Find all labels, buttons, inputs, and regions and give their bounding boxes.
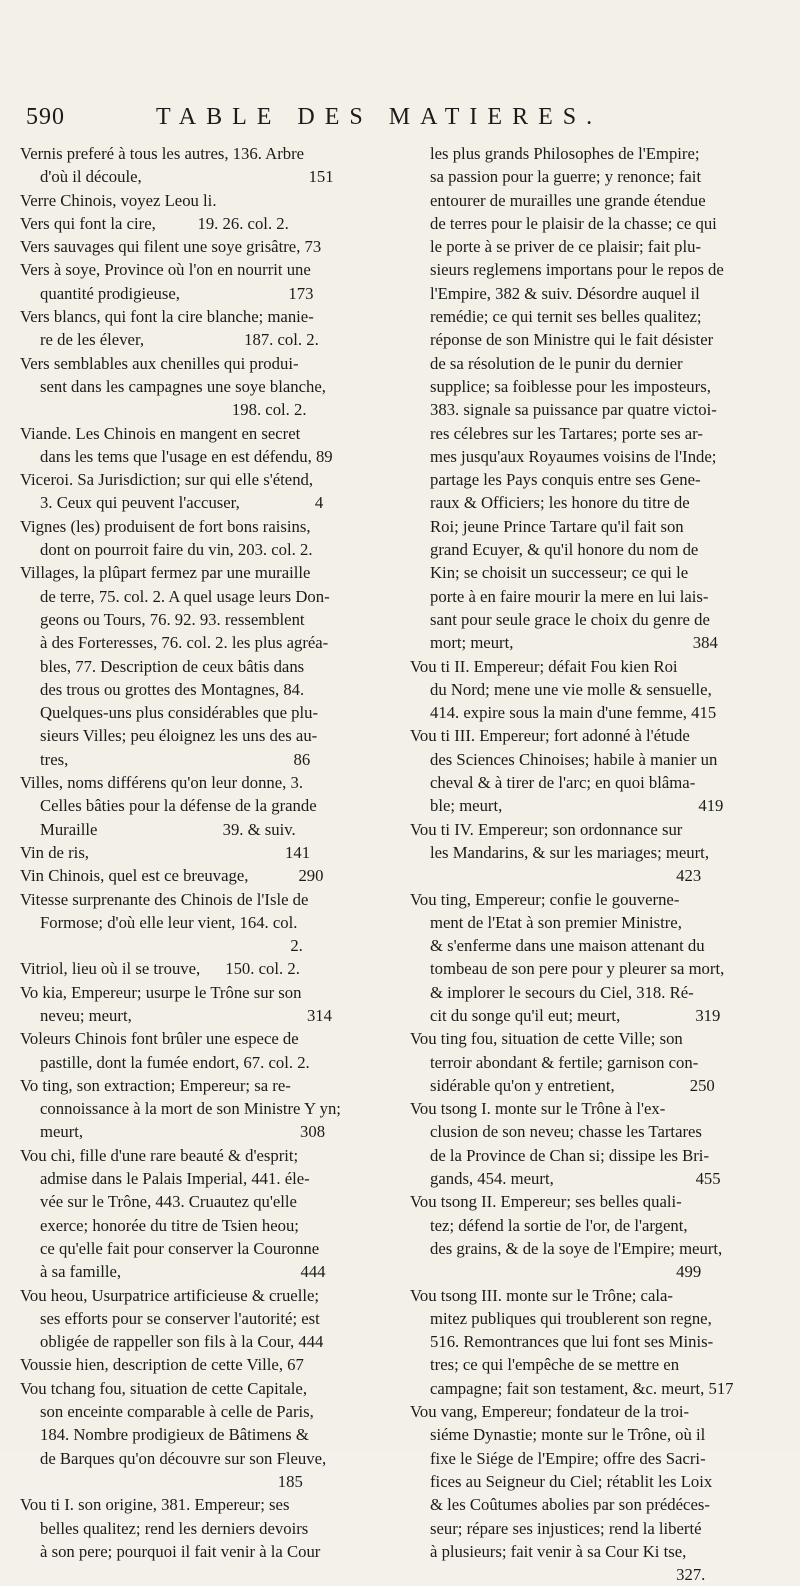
index-line: Vignes (les) produisent de fort bons raisins,: [20, 516, 311, 536]
right-column: [410, 142, 782, 1586]
index-line: mitez publiques qui troublerent son regne,: [430, 1308, 712, 1328]
index-line: de Barques qu'on découvre sur son Fleuve,: [40, 1448, 327, 1468]
index-line: seur; répare ses injustices; rend la liberté: [430, 1518, 702, 1538]
index-line: Vou ti III. Empereur; fort adonné à l'étude: [410, 726, 690, 746]
index-line: 184. Nombre prodigieux de Bâtimens &: [40, 1425, 309, 1445]
index-line: l'Empire, 382 & suiv. Désordre auquel il: [430, 283, 700, 303]
page-title: TABLE DES MATIERES.: [156, 104, 603, 130]
index-line: Vitriol, lieu où il se trouve, 150. col. 2.: [20, 959, 300, 979]
index-line: remédie; ce qui ternit ses belles qualitez;: [430, 307, 702, 327]
index-line: geons ou Tours, 76. 92. 93. ressemblent: [40, 609, 305, 629]
index-line: & les Coûtumes abolies par son prédéces-: [430, 1495, 710, 1515]
index-line: 383. signale sa puissance par quatre victoi-: [430, 400, 717, 420]
index-line: de terre, 75. col. 2. A quel usage leurs Don-: [40, 586, 330, 606]
index-line: campagne; fait son testament, &c. meurt, 517: [430, 1378, 734, 1398]
index-line: exerce; honorée du titre de Tsien heou;: [40, 1215, 299, 1235]
index-line: sidérable qu'on y entretient, 250: [430, 1075, 715, 1095]
page-number: 590: [26, 104, 65, 130]
index-line: les Mandarins, & sur les mariages; meurt,: [430, 842, 709, 862]
index-line: mes jusqu'aux Royaumes voisins de l'Inde;: [430, 446, 717, 466]
index-line: obligée de rappeller son fils à la Cour, 444: [40, 1332, 324, 1352]
index-line: Quelques-uns plus considérables que plu-: [40, 703, 319, 723]
index-line: de la Province de Chan si; dissipe les Bri-: [430, 1145, 710, 1165]
index-line: à plusieurs; fait venir à sa Cour Ki tse,: [430, 1541, 687, 1561]
index-line: sieurs reglemens importans pour le repos de: [430, 260, 724, 280]
index-line: fixe le Siége de l'Empire; offre des Sacri-: [430, 1448, 706, 1468]
index-line: re de les élever, 187. col. 2.: [40, 330, 319, 350]
index-line: tez; défend la sortie de l'or, de l'argent,: [430, 1215, 688, 1235]
index-line: d'où il découle, 151: [40, 167, 334, 187]
index-line: siéme Dynastie; monte sur le Trône, où il: [430, 1425, 706, 1445]
index-line: gands, 454. meurt, 455: [430, 1169, 721, 1189]
index-line: 414. expire sous la main d'une femme, 415: [430, 703, 717, 723]
index-line: Verre Chinois, voyez Leou li.: [20, 190, 217, 210]
index-line: 499: [430, 1262, 702, 1282]
index-line: sent dans les campagnes une soye blanche,: [40, 376, 326, 396]
index-line: sant pour seule grace le choix du genre de: [430, 609, 710, 629]
index-line: des Sciences Chinoises; habile à manier un: [430, 749, 718, 769]
index-line: cit du songe qu'il eut; meurt, 319: [430, 1005, 721, 1025]
index-line: Voleurs Chinois font brûler une espece de: [20, 1029, 299, 1049]
index-line: sa passion pour la guerre; y renonce; fait: [430, 167, 702, 187]
index-line: Vers semblables aux chenilles qui produi-: [20, 353, 299, 373]
index-line: dont on pourroit faire du vin, 203. col. 2.: [40, 540, 313, 560]
index-line: belles qualitez; rend les derniers devoirs: [40, 1518, 309, 1538]
index-line: 198. col. 2.: [40, 400, 307, 420]
index-line: sieurs Villes; peu éloignez les uns des au-: [40, 726, 318, 746]
index-line: des trous ou grottes des Montagnes, 84.: [40, 679, 305, 699]
index-line: pastille, dont la fumée endort, 67. col. 2.: [40, 1052, 310, 1072]
index-line: Kin; se choisit un successeur; ce qui le: [430, 563, 689, 583]
index-line: Formose; d'où elle leur vient, 164. col.: [40, 912, 298, 932]
index-line: Viceroi. Sa Jurisdiction; sur qui elle s'étend,: [20, 470, 314, 490]
index-line: Vou ting, Empereur; confie le gouverne-: [410, 889, 680, 909]
index-line: porte à en faire mourir la mere en lui lais-: [430, 586, 709, 606]
index-line: Vers qui font la cire, 19. 26. col. 2.: [20, 213, 289, 233]
index-line: de sa résolution de le punir du dernier: [430, 353, 683, 373]
left-column: [20, 142, 392, 1563]
index-line: Vers à soye, Province où l'on en nourrit une: [20, 260, 311, 280]
index-line: de terres pour le plaisir de la chasse; ce qui: [430, 213, 717, 233]
index-line: le porte à se priver de ce plaisir; fait plu-: [430, 237, 702, 257]
index-line: dans les tems que l'usage en est défendu, 89: [40, 446, 333, 466]
index-line: Vernis preferé à tous les autres, 136. Arbre: [20, 144, 305, 163]
index-line: vée sur le Trône, 443. Cruautez qu'elle: [40, 1192, 297, 1212]
index-line: terroir abondant & fertile; garnison con-: [430, 1052, 699, 1072]
index-line: 327.: [430, 1565, 706, 1585]
index-line: son enceinte comparable à celle de Paris,: [40, 1402, 314, 1422]
index-line: Vin de ris, 141: [20, 842, 311, 862]
index-line: Vou ting fou, situation de cette Ville; son: [410, 1029, 683, 1049]
index-line: connoissance à la mort de son Ministre Y yn;: [40, 1099, 341, 1119]
index-line: Vou vang, Empereur; fondateur de la troi-: [410, 1402, 690, 1422]
index-line: 423: [430, 866, 702, 886]
index-line: tres, 86: [40, 749, 311, 769]
index-line: Vou ti I. son origine, 381. Empereur; ses: [20, 1495, 290, 1515]
index-line: Voussie hien, description de cette Ville, 67: [20, 1355, 304, 1375]
index-line: 516. Remontrances que lui font ses Minis-: [430, 1332, 714, 1352]
index-line: Celles bâties pour la défense de la grande: [40, 796, 317, 816]
index-line: Vou chi, fille d'une rare beauté & d'esprit;: [20, 1145, 299, 1165]
index-line: partage les Pays conquis entre ses Gene-: [430, 470, 701, 490]
index-line: cheval & à tirer de l'arc; en quoi blâma-: [430, 773, 696, 793]
index-line: Vou ti IV. Empereur; son ordonnance sur: [410, 819, 683, 839]
index-line: Vou tsong III. monte sur le Trône; cala-: [410, 1285, 673, 1305]
index-line: Viande. Les Chinois en mangent en secret: [20, 423, 301, 443]
index-line: Muraille 39. & suiv.: [40, 819, 296, 839]
index-line: 3. Ceux qui peuvent l'accuser, 4: [40, 493, 324, 513]
index-line: Vo kia, Empereur; usurpe le Trône sur son: [20, 982, 302, 1002]
index-line: 2.: [40, 936, 303, 956]
index-line: les plus grands Philosophes de l'Empire;: [430, 144, 700, 163]
index-line: du Nord; mene une vie molle & sensuelle,: [430, 679, 712, 699]
index-line: Roi; jeune Prince Tartare qu'il fait son: [430, 516, 684, 536]
index-line: grand Ecuyer, & qu'il honore du nom de: [430, 540, 699, 560]
index-line: Vou heou, Usurpatrice artificieuse & cruelle;: [20, 1285, 320, 1305]
index-line: Vou ti II. Empereur; défait Fou kien Roi: [410, 656, 678, 676]
index-line: bles, 77. Description de ceux bâtis dans: [40, 656, 305, 676]
index-line: Villages, la plûpart fermez par une muraille: [20, 563, 311, 583]
index-line: & s'enferme dans une maison attenant du: [430, 936, 705, 956]
index-line: fices au Seigneur du Ciel; rétablit les Loix: [430, 1471, 713, 1491]
index-line: ment de l'Etat à son premier Ministre,: [430, 912, 682, 932]
index-line: à sa famille, 444: [40, 1262, 326, 1282]
index-line: res célebres sur les Tartares; porte ses ar-: [430, 423, 703, 443]
index-line: Vo ting, son extraction; Empereur; sa re-: [20, 1075, 291, 1095]
index-line: neveu; meurt, 314: [40, 1005, 332, 1025]
index-line: Vou tsong II. Empereur; ses belles quali-: [410, 1192, 682, 1212]
index-line: Vin Chinois, quel est ce breuvage, 290: [20, 866, 324, 886]
index-line: raux & Officiers; les honore du titre de: [430, 493, 690, 513]
index-line: réponse de son Ministre qui le fait désister: [430, 330, 714, 350]
index-line: & implorer le secours du Ciel, 318. Ré-: [430, 982, 694, 1002]
index-line: supplice; sa foiblesse pour les imposteurs,: [430, 376, 711, 396]
index-line: Vers blancs, qui font la cire blanche; manie-: [20, 307, 314, 327]
index-line: ce qu'elle fait pour conserver la Couronne: [40, 1238, 320, 1258]
index-line: tres; ce qui l'empêche de se mettre en: [430, 1355, 680, 1375]
index-line: mort; meurt, 384: [430, 633, 718, 653]
index-line: entourer de murailles une grande étendue: [430, 190, 706, 210]
index-line: clusion de son neveu; chasse les Tartares: [430, 1122, 702, 1142]
index-line: ses efforts pour se conserver l'autorité; est: [40, 1308, 320, 1328]
index-line: Vou tchang fou, situation de cette Capitale,: [20, 1378, 308, 1398]
index-line: à des Forteresses, 76. col. 2. les plus agréa-: [40, 633, 329, 653]
index-line: meurt, 308: [40, 1122, 326, 1142]
index-line: Vou tsong I. monte sur le Trône à l'ex-: [410, 1099, 666, 1119]
index-line: des grains, & de la soye de l'Empire; meurt,: [430, 1238, 723, 1258]
page-header: [26, 104, 786, 138]
index-line: Vers sauvages qui filent une soye grisâtre, 73: [20, 237, 322, 257]
index-line: admise dans le Palais Imperial, 441. éle-: [40, 1169, 310, 1189]
index-line: Villes, noms différens qu'on leur donne, 3.: [20, 773, 304, 793]
index-line: à son pere; pourquoi il fait venir à la Cour: [40, 1541, 321, 1561]
index-line: quantité prodigieuse, 173: [40, 283, 314, 303]
index-line: 185: [40, 1471, 303, 1491]
index-line: tombeau de son pere pour y pleurer sa mort,: [430, 959, 725, 979]
index-line: Vitesse surprenante des Chinois de l'Isle de: [20, 889, 309, 909]
index-line: ble; meurt, 419: [430, 796, 724, 816]
